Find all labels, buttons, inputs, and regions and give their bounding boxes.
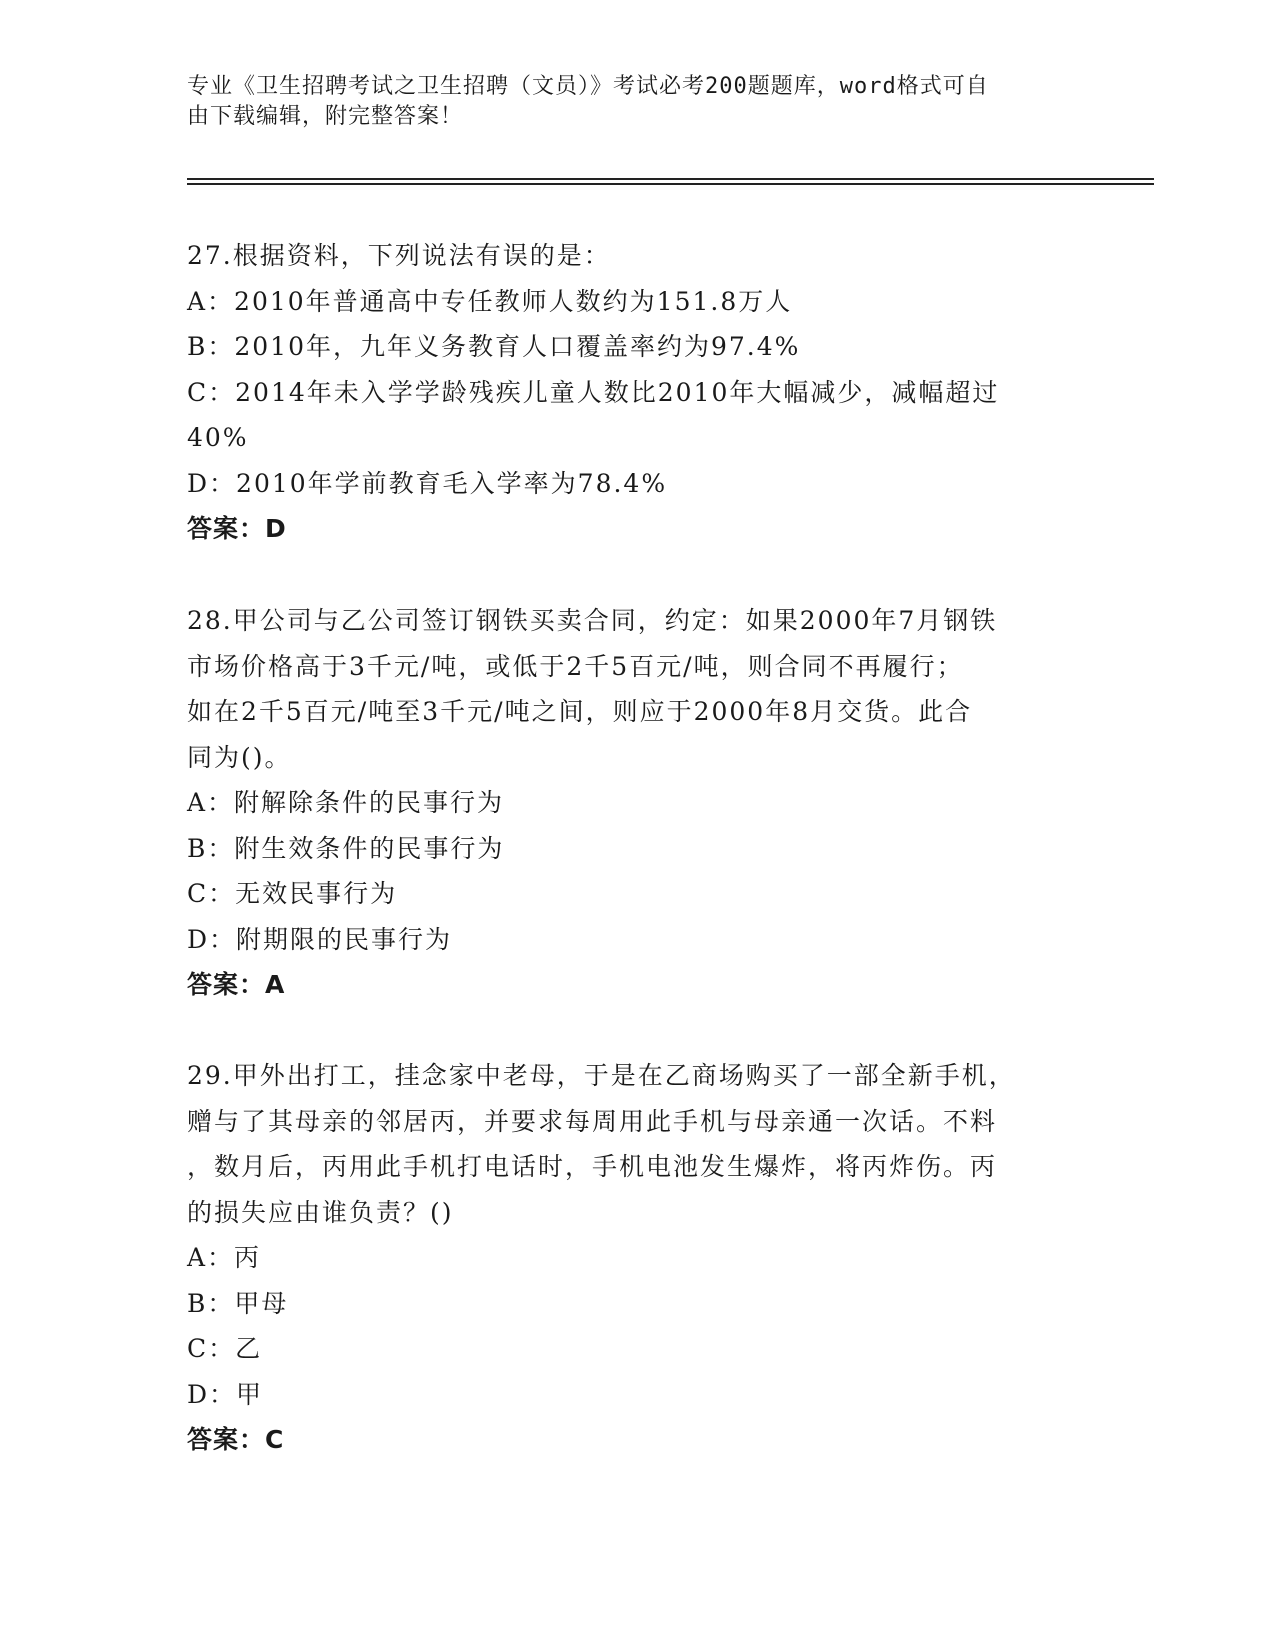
- option-d: D：甲: [187, 1379, 264, 1409]
- question-stem-line: ，数月后，丙用此手机打电话时，手机电池发生爆炸，将丙炸伤。丙: [187, 1152, 998, 1181]
- option-c-continued: 40%: [187, 423, 249, 452]
- question-stem-line: 市场价格高于3千元/吨，或低于2千5百元/吨，则合同不再履行；: [187, 651, 964, 681]
- question-27: [187, 233, 1087, 552]
- question-stem-line: 赠与了其母亲的邻居丙，并要求每周用此手机与母亲通一次话。不料: [187, 1106, 998, 1136]
- question-stem-line: 如在2千5百元/吨至3千元/吨之间，则应于2000年8月交货。此合: [187, 697, 973, 726]
- option-a: A：附解除条件的民事行为: [187, 788, 505, 817]
- question-stem-line: 29.甲外出打工，挂念家中老母，于是在乙商场购买了一部全新手机，: [187, 1061, 1016, 1090]
- question-stem-line: 的损失应由谁负责？(): [187, 1197, 454, 1227]
- question-28: [187, 598, 1087, 1008]
- option-c: C：乙: [187, 1334, 263, 1363]
- document-header: [187, 72, 1067, 132]
- question-stem: 27.根据资料，下列说法有误的是：: [187, 241, 611, 270]
- question-29: [187, 1053, 1087, 1463]
- header-line-1: 专业《卫生招聘考试之卫生招聘（文员）》考试必考200题题库，word格式可自: [187, 74, 989, 99]
- option-d: D：附期限的民事行为: [187, 924, 453, 954]
- option-b: B：甲母: [187, 1288, 289, 1318]
- option-b: B：附生效条件的民事行为: [187, 833, 505, 863]
- answer-label: 答案：D: [187, 514, 287, 543]
- answer-label: 答案：A: [187, 970, 286, 999]
- option-d: D：2010年学前教育毛入学率为78.4%: [187, 468, 668, 498]
- question-stem-line: 28.甲公司与乙公司签订钢铁买卖合同，约定：如果2000年7月钢铁: [187, 606, 998, 635]
- header-line-2: 由下载编辑，附完整答案！: [187, 104, 464, 129]
- header-divider-bottom: [187, 183, 1154, 185]
- answer-label: 答案：C: [187, 1425, 285, 1454]
- option-a: A：丙: [187, 1243, 262, 1272]
- option-b: B：2010年，九年义务教育人口覆盖率约为97.4%: [187, 332, 801, 361]
- option-c: C：无效民事行为: [187, 879, 398, 908]
- option-a: A：2010年普通高中专任教师人数约为151.8万人: [187, 286, 793, 316]
- option-c: C：2014年未入学学龄残疾儿童人数比2010年大幅减少，减幅超过: [187, 377, 1000, 407]
- question-stem-line: 同为()。: [187, 742, 292, 772]
- header-divider-top: [187, 178, 1154, 180]
